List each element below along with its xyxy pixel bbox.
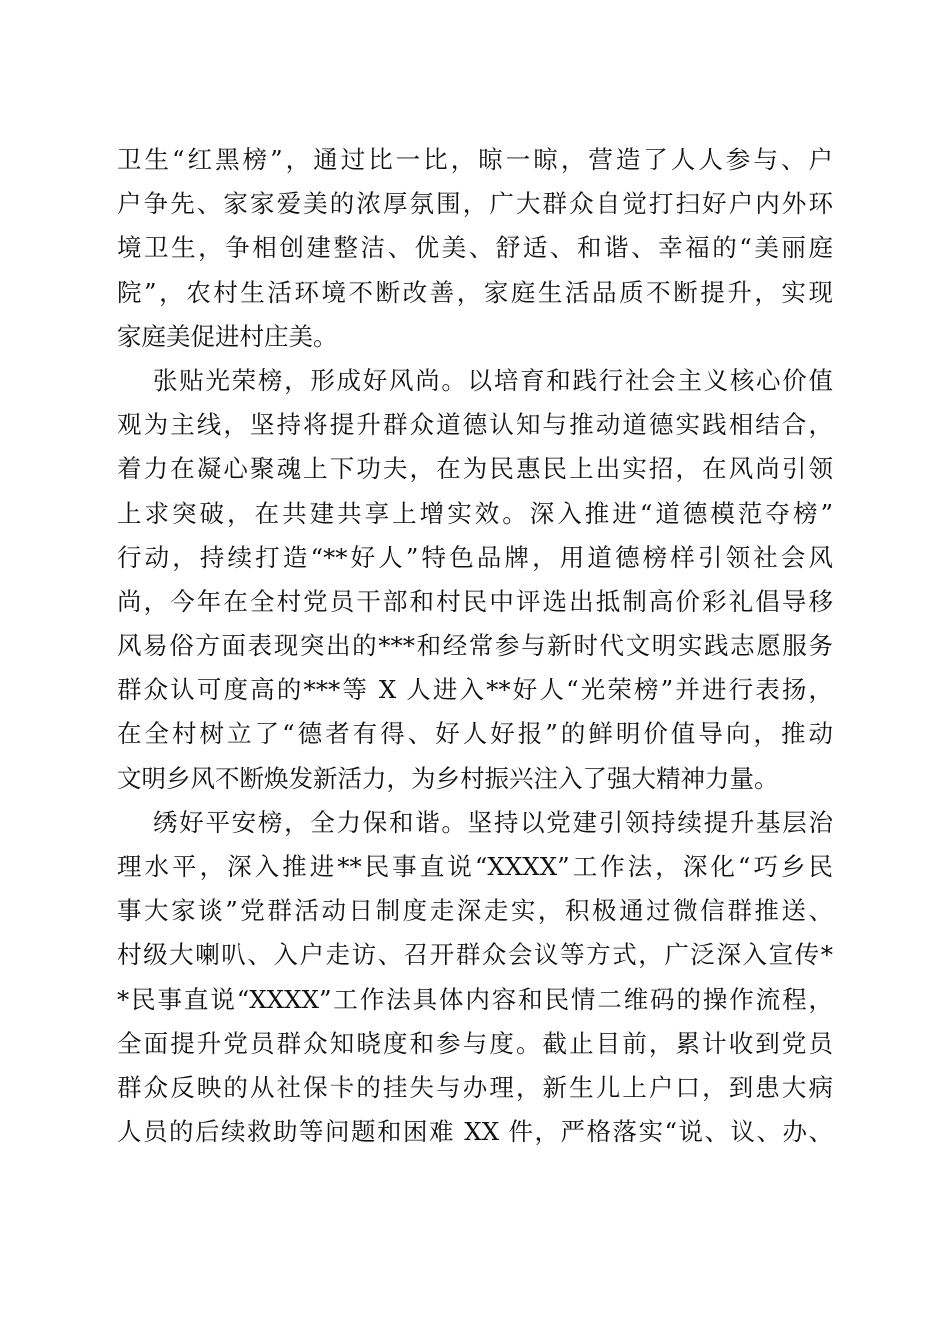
text-line: 户争先、家家爱美的浓厚氛围，广大群众自觉打扫好户内外环 — [117, 189, 833, 219]
text-line: 群众认可度高的***等 X 人进入**好人“光荣榜”并进行表扬， — [117, 675, 833, 705]
text-line: 村级大喇叭、入户走访、召开群众会议等方式，广泛深入宣传* — [117, 940, 833, 970]
text-line: *民事直说“XXXX”工作法具体内容和民情二维码的操作流程， — [117, 984, 833, 1014]
text-line: 卫生“红黑榜”，通过比一比，晾一晾，营造了人人参与、户 — [117, 145, 833, 174]
paragraph — [117, 138, 833, 359]
text-line: 院”，农村生活环境不断改善，家庭生活品质不断提升，实现 — [117, 277, 833, 307]
text-line: 绣好平安榜，全力保和谐。坚持以党建引领持续提升基层治 — [153, 807, 833, 837]
text-line: 风易俗方面表现突出的***和经常参与新时代文明实践志愿服务 — [117, 631, 833, 661]
text-line: 行动，持续打造“**好人”特色品牌，用道德榜样引领社会风 — [117, 542, 833, 572]
text-line: 在全村树立了“德者有得、好人好报”的鲜明价值导向，推动 — [117, 719, 833, 749]
text-line: 全面提升党员群众知晓度和参与度。截止目前，累计收到党员 — [117, 1028, 833, 1058]
text-line: 文明乡风不断焕发新活力，为乡村振兴注入了强大精神力量。 — [117, 763, 779, 793]
text-line: 尚，今年在全村党员干部和村民中评选出抵制高价彩礼倡导移 — [117, 586, 833, 616]
text-line: 家庭美促进村庄美。 — [117, 321, 338, 351]
text-line: 事大家谈”党群活动日制度走深走实，积极通过微信群推送、 — [117, 896, 833, 926]
text-line: 理水平，深入推进**民事直说“XXXX”工作法，深化“巧乡民 — [117, 852, 833, 881]
text-line: 张贴光荣榜，形成好风尚。以培育和践行社会主义核心价值 — [153, 365, 833, 395]
text-line: 上求突破，在共建共享上增实效。深入推进“道德模范夺榜” — [117, 498, 833, 528]
text-line: 观为主线，坚持将提升群众道德认知与推动道德实践相结合， — [117, 410, 833, 440]
text-line: 着力在凝心聚魂上下功夫，在为民惠民上出实招，在风尚引领 — [117, 454, 833, 484]
text-line: 人员的后续救助等问题和困难 XX 件，严格落实“说、议、办、 — [117, 1117, 833, 1147]
paragraph — [117, 359, 833, 801]
text-line: 境卫生，争相创建整洁、优美、舒适、和谐、幸福的“美丽庭 — [117, 233, 833, 263]
text-line: 群众反映的从社保卡的挂失与办理，新生儿上户口，到患大病 — [117, 1072, 833, 1102]
paragraph — [117, 801, 833, 1155]
document-body — [117, 138, 833, 1154]
